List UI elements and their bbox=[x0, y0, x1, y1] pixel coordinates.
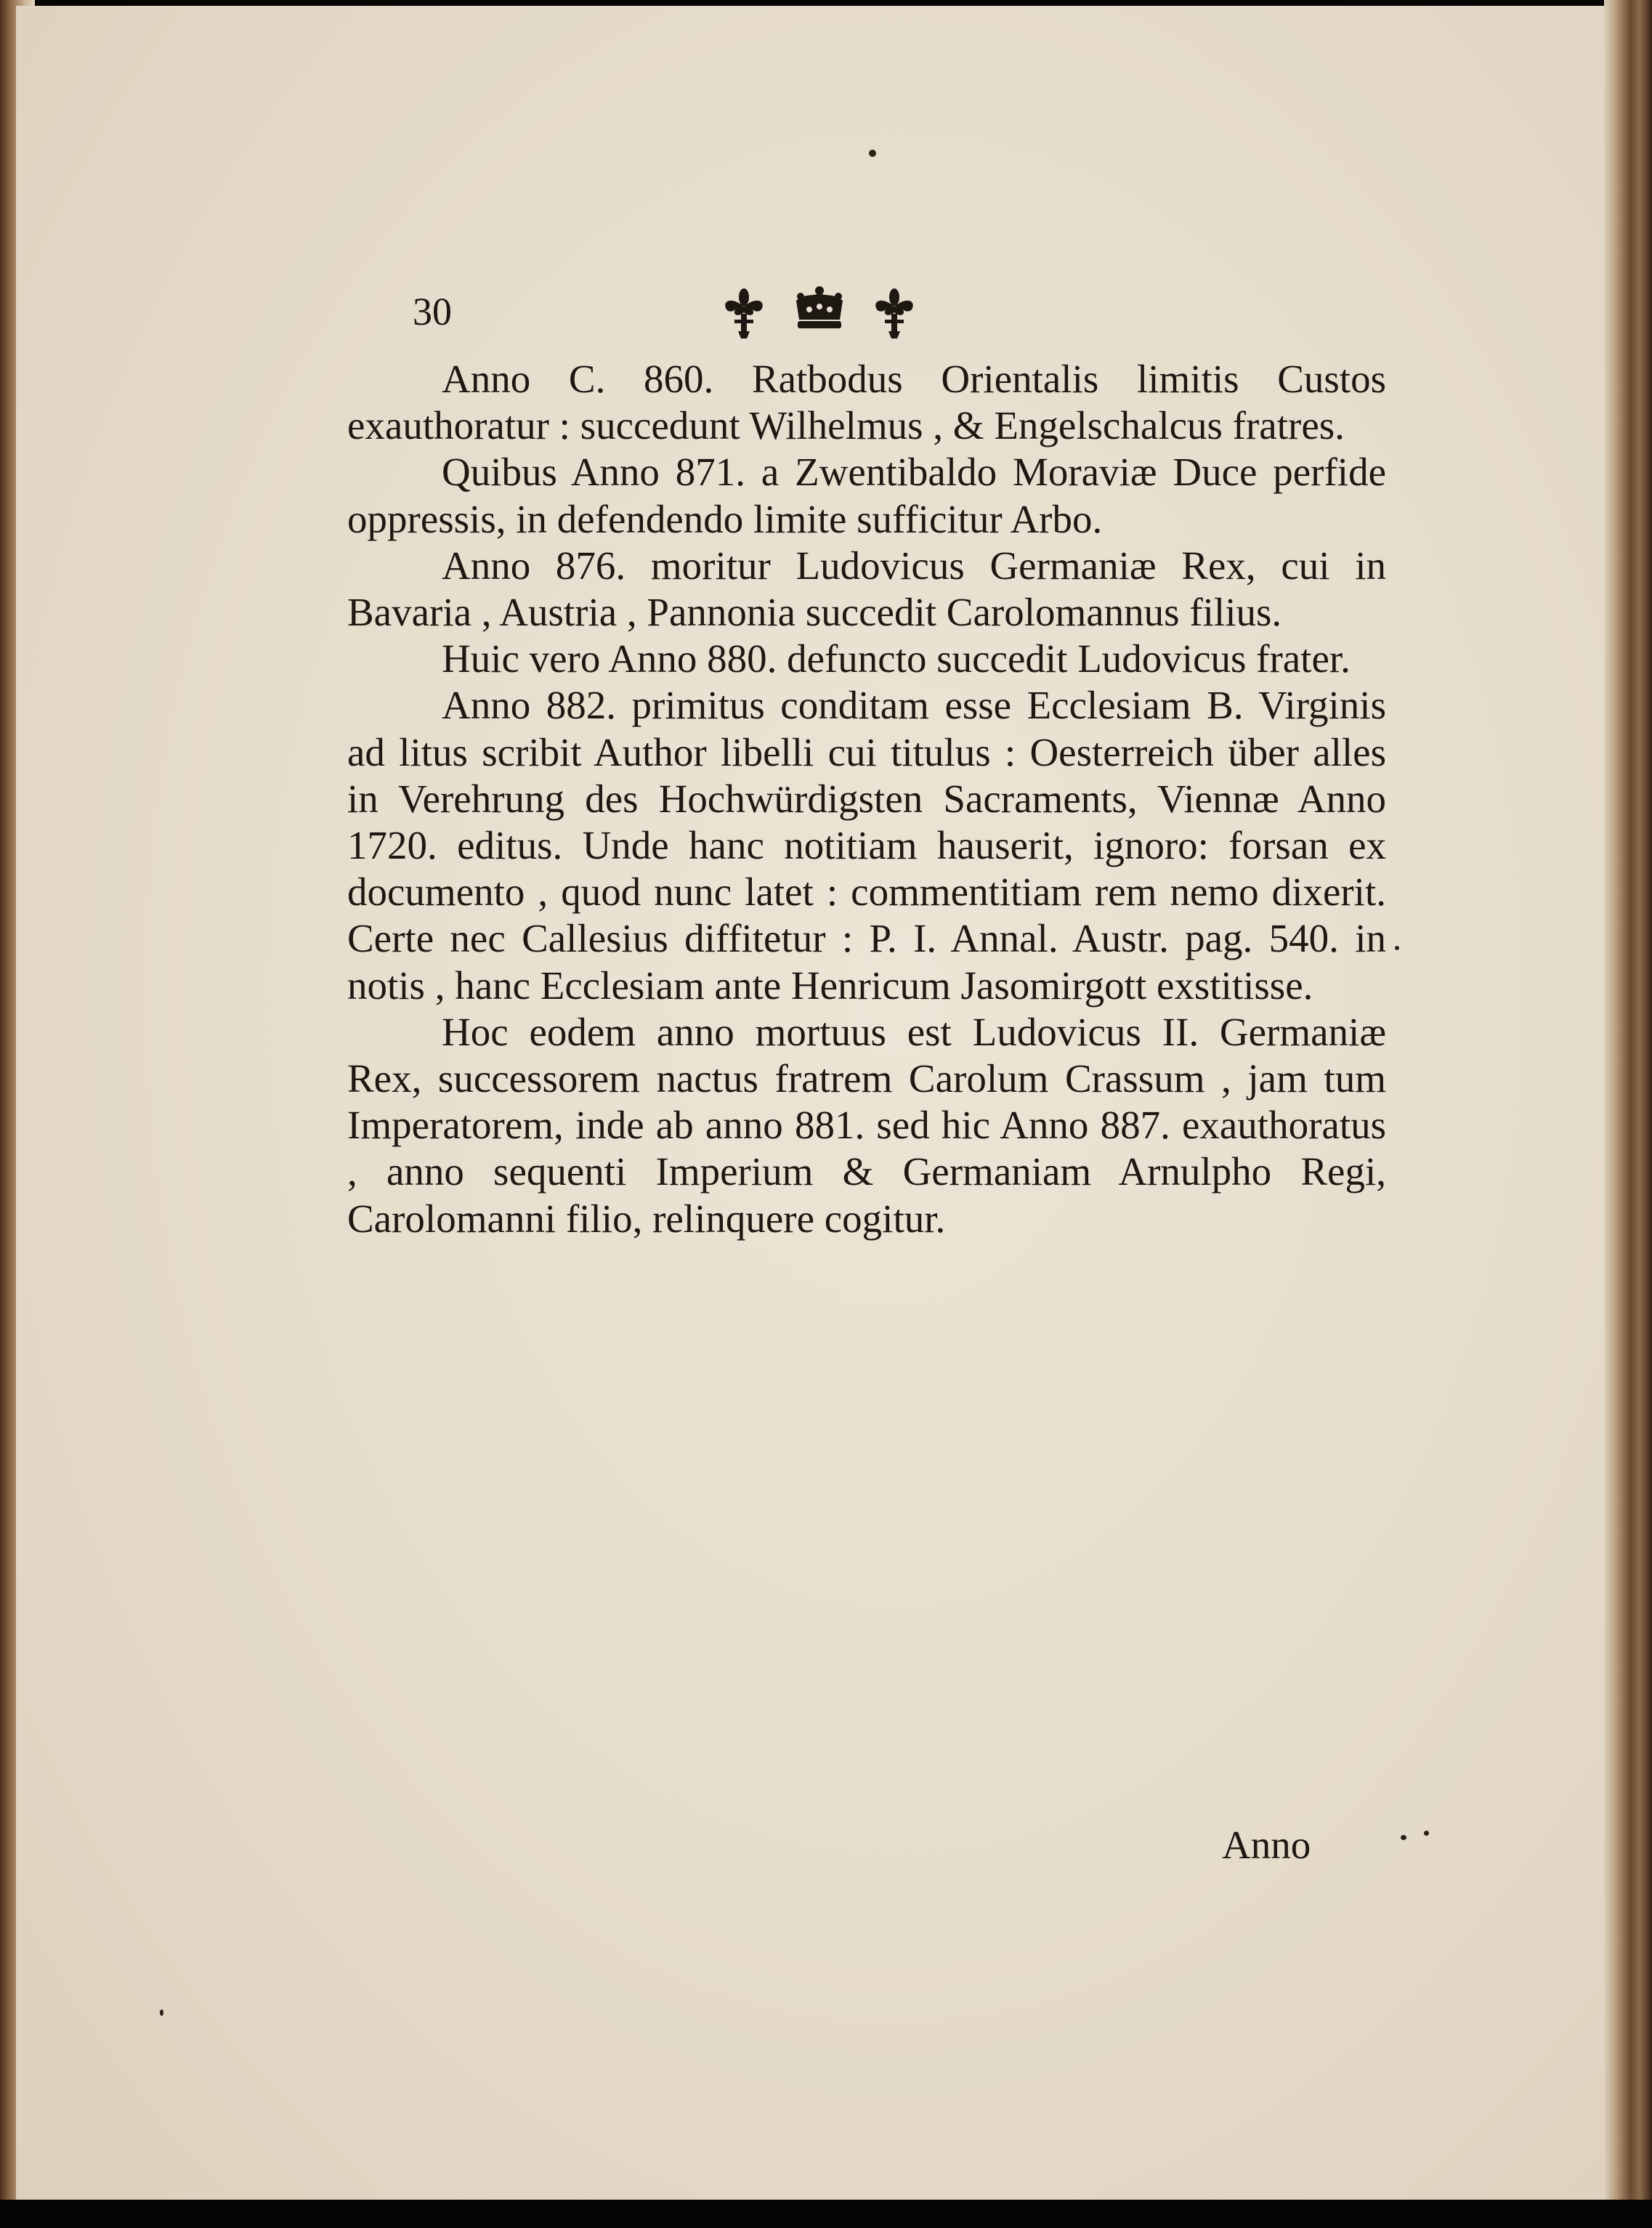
paragraph: Huic vero Anno 880. defuncto succedit Ludovicus frater. bbox=[442, 636, 1351, 681]
paper-speck bbox=[160, 2009, 163, 2016]
paper-speck bbox=[1424, 1831, 1429, 1836]
body-text bbox=[347, 356, 1386, 1242]
fleuron-icon bbox=[872, 285, 917, 341]
paper-speck bbox=[869, 150, 876, 157]
fleuron-icon bbox=[721, 285, 766, 341]
paragraph: Anno 876. moritur Ludovicus Germaniæ Rex, cui in Bavaria , Austria , Pannonia succedit Carolomannus filius. bbox=[347, 543, 1386, 635]
book-fore-edge bbox=[1604, 0, 1652, 2228]
paper-speck bbox=[1395, 946, 1399, 950]
running-head bbox=[347, 273, 1386, 353]
page-number: 30 bbox=[413, 290, 452, 333]
paper-speck bbox=[1401, 1835, 1406, 1840]
paragraph: Hoc eodem anno mortuus est Ludovicus II. Germaniæ Rex, successorem nactus fratrem Carolum Crassum , jam tum Imperatorem, inde ab anno 881. sed hic Anno 887. exauthoratus , anno sequenti Imperium & Germaniam Arnulpho Regi, Carolomanni filio, relinquere cogitur. bbox=[347, 1009, 1386, 1241]
scan-bottom-border bbox=[0, 2200, 1652, 2228]
paragraph: Anno 882. primitus conditam esse Ecclesiam B. Virginis ad litus scribit Author libelli cui titulus : Oesterreich über alles in Verehrung des Hochwürdigsten Sacraments, Viennæ Anno 1720. editus. Unde hanc notitiam hauserit, ignoro: forsan ex documento , quod nunc latet : commentitiam rem nemo dixerit. Certe nec Callesius diffitetur : P. I. Annal. Austr. pag. 540. in notis , hanc Ecclesiam ante Henricum Jasomirgott exstitisse. bbox=[347, 683, 1386, 1008]
catchword: Anno bbox=[1222, 1823, 1311, 1867]
paragraph: Anno C. 860. Ratbodus Orientalis limitis Custos exauthoratur : succedunt Wilhelmus , & Engelschalcus fratres. bbox=[347, 357, 1386, 448]
crown-icon bbox=[792, 285, 847, 333]
paragraph: Quibus Anno 871. a Zwentibaldo Moraviæ Duce perfide oppressis, in defendendo limite sufficitur Arbo. bbox=[347, 450, 1386, 541]
